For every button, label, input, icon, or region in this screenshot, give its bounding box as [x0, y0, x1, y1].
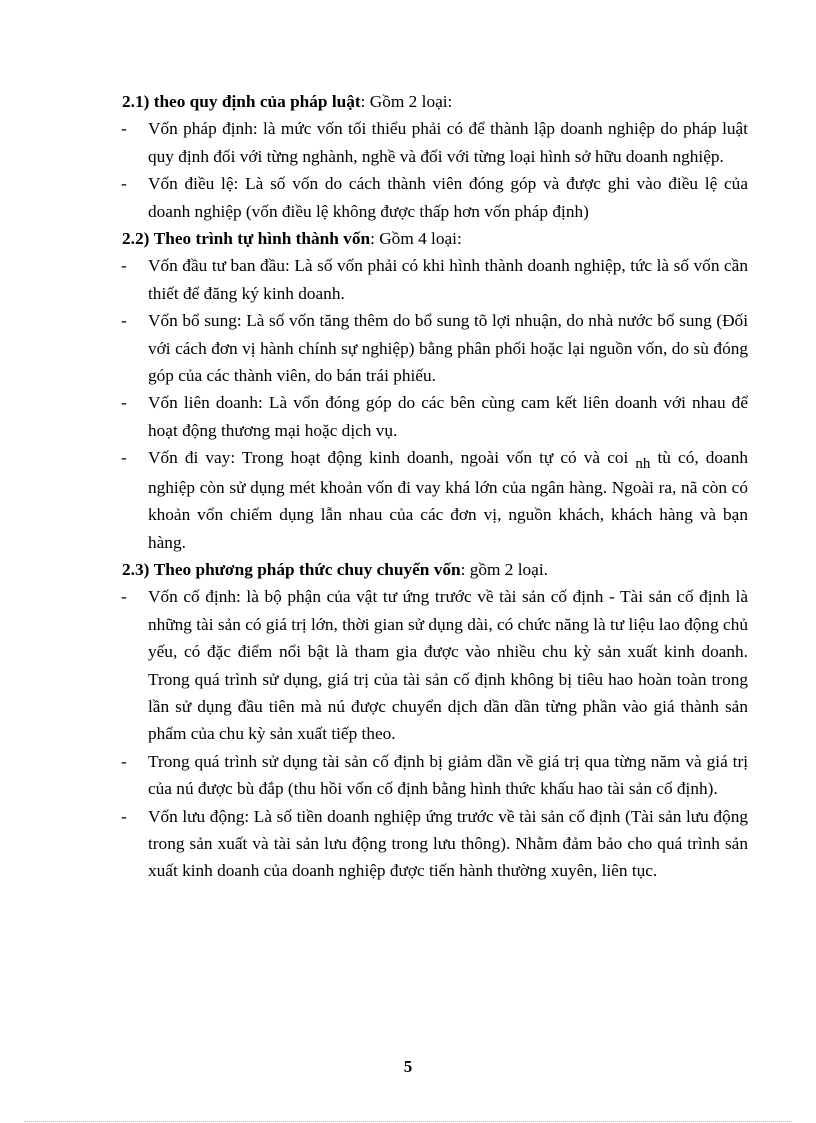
document-body: [118, 88, 748, 885]
section-number: 2.3): [122, 559, 150, 579]
list-item: [118, 444, 748, 556]
list-item: [118, 307, 748, 389]
section-heading-rest: : gồm 2 loại.: [460, 559, 548, 579]
section-title: theo quy định của pháp luật: [153, 92, 361, 111]
section-number: 2.1): [122, 92, 150, 111]
list-item-text: Vốn liên doanh: Là vốn đóng góp do các bên cùng cam kết liên doanh với nhau để hoạt động thương mại hoặc dịch vụ.: [148, 393, 748, 440]
bullet-dash: -: [121, 806, 127, 826]
bullet-dash: -: [121, 587, 127, 607]
list-item: [118, 803, 748, 885]
section-title: Theo phương pháp thức chuy chuyển vốn: [153, 559, 461, 579]
list-item: [118, 115, 748, 170]
section-heading-2-3: [122, 556, 748, 583]
section-heading-rest: : Gồm 4 loại:: [370, 229, 462, 249]
page-number: 5: [403, 1057, 413, 1076]
list-item: [118, 583, 748, 747]
bullet-dash: -: [121, 448, 127, 468]
list-item-text: Vốn đầu tư ban đầu: Là số vốn phải có khi hình thành doanh nghiệp, tức là số vốn cần thiết để đăng ký kinh doanh.: [148, 256, 748, 303]
bullet-dash: -: [121, 393, 127, 413]
list-item: [118, 170, 748, 225]
list-item-text: Vốn lưu động: Là số tiền doanh nghiệp ứng trước về tài sản cố định (Tài sản lưu động trong sản xuất và tài sản lưu động trong lưu thông). Nhằm đảm bảo cho quá trình sản xuất kinh doanh của doanh nghiệp được tiến hành thường xuyên, liên tục.: [148, 806, 748, 881]
list-item-text: Vốn cố định: là bộ phận của vật tư ứng trước về tài sản cố định - Tài sản cố định là những tài sản có giá trị lớn, thời gian sử dụng dài, có chức năng là tư liệu lao động chủ yếu, có đặc điểm nổi bật là tham gia được vào nhiều chu kỳ sản xuất kinh doanh. Trong quá trình sử dụng, giá trị của tài sản cố định không bị tiêu hao hoàn toàn trong lần sử dụng đầu tiên mà nú được chuyển dịch dần dần từng phần vào giá thành sản phẩm của chu kỳ sản xuất tiếp theo.: [148, 587, 748, 744]
section-heading-rest: : Gồm 2 loại:: [360, 92, 453, 111]
bullet-dash: -: [121, 119, 127, 139]
list-item-text: Vốn bổ sung: Là số vốn tăng thêm do bổ sung tõ lợi nhuận, do nhà nước bổ sung (Đối với cách đơn vị hành chính sự nghiệp) bằng phân phối hoặc lại nguồn vốn, do sù đóng góp của các thành viên, do bán trái phiếu.: [148, 311, 748, 386]
list-item-text: Vốn điều lệ: Là số vốn do cách thành viên đóng góp và được ghi vào điều lệ của doanh nghiệp (vốn điều lệ không được thấp hơn vốn pháp định): [148, 174, 748, 221]
bullet-dash: -: [121, 256, 127, 276]
section-heading-2-1: [122, 88, 748, 115]
loan-text-start: Vốn đi vay: Trong hoạt động kinh doanh, ngoài vốn tự có và coi: [148, 448, 636, 468]
section-number: 2.2): [122, 229, 150, 249]
list-item: [118, 252, 748, 307]
list-item-text: Vốn pháp định: là mức vốn tối thiểu phải có để thành lập doanh nghiệp do pháp luật quy định đối với từng nghành, nghề và đối với từng loại hình sở hữu doanh nghiệp.: [148, 119, 748, 166]
section-title: Theo trình tự hình thành vốn: [153, 229, 371, 249]
list-item-text: [148, 444, 748, 556]
subscript-fragment: nh: [635, 456, 651, 473]
bullet-dash: -: [121, 311, 127, 331]
footer-divider: [24, 1121, 792, 1122]
list-item: [118, 389, 748, 444]
section-heading-2-2: [122, 225, 748, 252]
loan-text-end: tù có, doanh nghiệp còn sử dụng mét khoản vốn đi vay khá lớn của ngân hàng. Ngoài ra, nã còn có khoản vốn chiếm dụng lẫn nhau của các đơn vị, nguồn khách, khách hàng và bạn hàng.: [148, 448, 748, 552]
bullet-dash: -: [121, 751, 127, 771]
list-item-text: Trong quá trình sử dụng tài sản cố định bị giảm dần về giá trị qua từng năm và giá trị của nú được bù đắp (thu hồi vốn cố định bằng hình thức khấu hao tài sản cố định).: [148, 751, 748, 799]
list-item: [118, 748, 748, 803]
bullet-dash: -: [121, 174, 127, 194]
